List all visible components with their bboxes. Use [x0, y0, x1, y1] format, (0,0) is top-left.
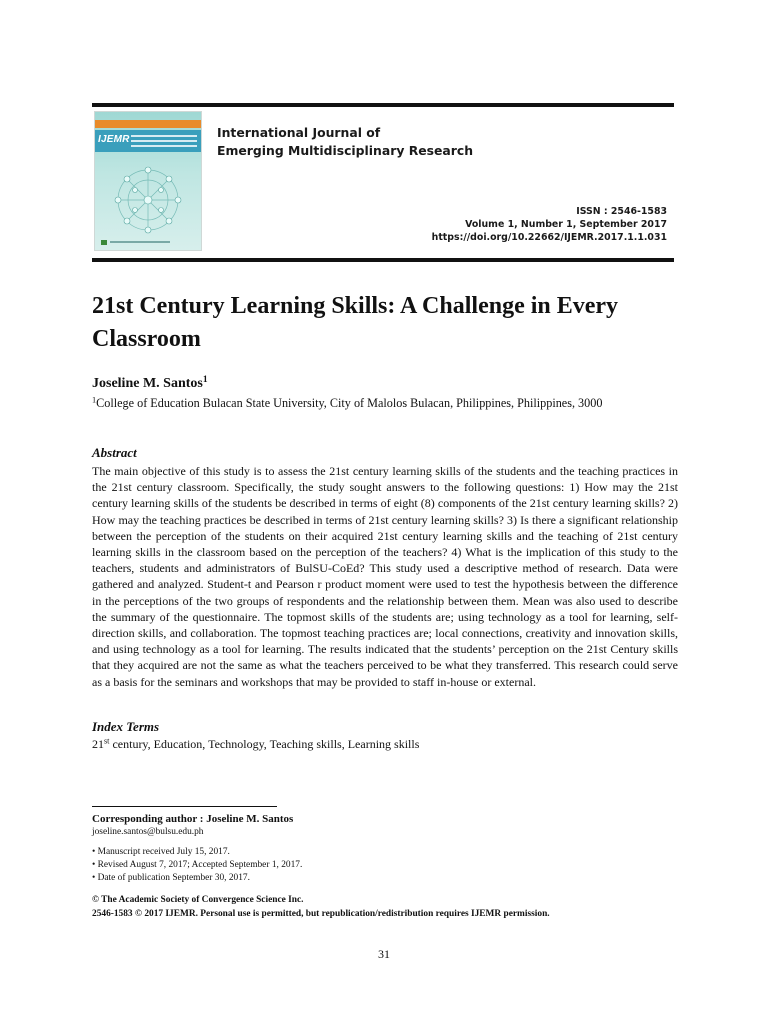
- index-terms-list: century, Education, Technology, Teaching skills, Learning skills: [109, 737, 420, 751]
- index-terms-text: [92, 737, 419, 752]
- index-terms-number: 21: [92, 737, 104, 751]
- journal-cover-image: [95, 112, 201, 250]
- manuscript-notes: [92, 846, 302, 885]
- note-revised: • Revised August 7, 2017; Accepted September 1, 2017.: [92, 860, 303, 870]
- cover-network-graphic: [95, 112, 201, 250]
- abstract-text: The main objective of this study is to assess the 21st century learning skills of the students and the teaching practices in the 21st century classroom. Specifically, the study sought answers to the following questions: 1) How may the 21st century learning skills of the students be described in terms of eight (8) components of the 21st century learning skills? 2) How may the teaching practices be described in terms of 21st century learning skills? 3) Is there a significant relationship between the perception of the students on their acquired 21st century learning skills and the teaching of 21st century learning skills in the classroom based on the perception of the teachers? 4) What is the implication of this study to the teachers, students and administrators of BulSU-CoEd? This study used a descriptive method of research. Data were gathered and analyzed. Student-t and Pearson r product moment were used to test the hypothesis between the difference in the perceptions of the two groups of respondents and the relationship between them. Mean was also used to describe the summary of the questionnaire. The topmost skills of the students are; using technology as a tool for learning, self-direction skills, and collaboration. The topmost teaching practices are; local connections, creativity and innovation skills, and using technology as a tool for learning. The results indicated that the students’ perception on the 21st Century skills that they acquired are not the same as what the teachers perceived to be what they transferred. This research could serve as a basis for the seminars and workshops that may be provided to staff in-house or external.: [92, 464, 678, 689]
- author-superscript: 1: [202, 374, 208, 385]
- header-bottom-rule: [92, 258, 674, 262]
- affiliation: College of Education Bulacan State University, City of Malolos Bulacan, Philippines, Philippines, 3000: [96, 396, 603, 410]
- copyright-line: 2546-1583 © 2017 IJEMR. Personal use is permitted, but republication/redistribution requires IJEMR permission.: [92, 909, 550, 919]
- volume-info: Volume 1, Number 1, September 2017: [465, 219, 667, 230]
- index-terms-heading: Index Terms: [92, 719, 160, 734]
- paper-title: 21st Century Learning Skills: A Challenge in Every Classroom: [92, 293, 619, 352]
- journal-name-line2: Emerging Multidisciplinary Research: [217, 143, 474, 158]
- header-top-rule: [92, 103, 674, 107]
- author-email[interactable]: joseline.santos@bulsu.edu.ph: [92, 827, 204, 837]
- affiliation-superscript: 1: [92, 395, 97, 405]
- issn: ISSN : 2546-1583: [576, 206, 667, 217]
- note-published: • Date of publication September 30, 2017.: [92, 873, 250, 883]
- society-line: © The Academic Society of Convergence Science Inc.: [92, 895, 304, 905]
- author-line: [92, 376, 208, 392]
- abstract-heading: Abstract: [92, 445, 137, 460]
- corresponding-author: Corresponding author : Joseline M. Santos: [92, 813, 294, 825]
- journal-name-line1: International Journal of: [217, 125, 381, 140]
- note-received: • Manuscript received July 15, 2017.: [92, 847, 230, 857]
- journal-name: [217, 124, 473, 160]
- journal-meta: [432, 205, 667, 244]
- author-name: Joseline M. Santos: [92, 376, 203, 391]
- footnote-rule: [92, 806, 277, 807]
- doi-link[interactable]: https://doi.org/10.22662/IJEMR.2017.1.1.031: [431, 232, 667, 243]
- page-number: 31: [378, 947, 390, 961]
- affiliation-line: [92, 396, 602, 411]
- cover-logo: IJEMR: [98, 134, 130, 145]
- index-terms-superscript: st: [104, 736, 110, 746]
